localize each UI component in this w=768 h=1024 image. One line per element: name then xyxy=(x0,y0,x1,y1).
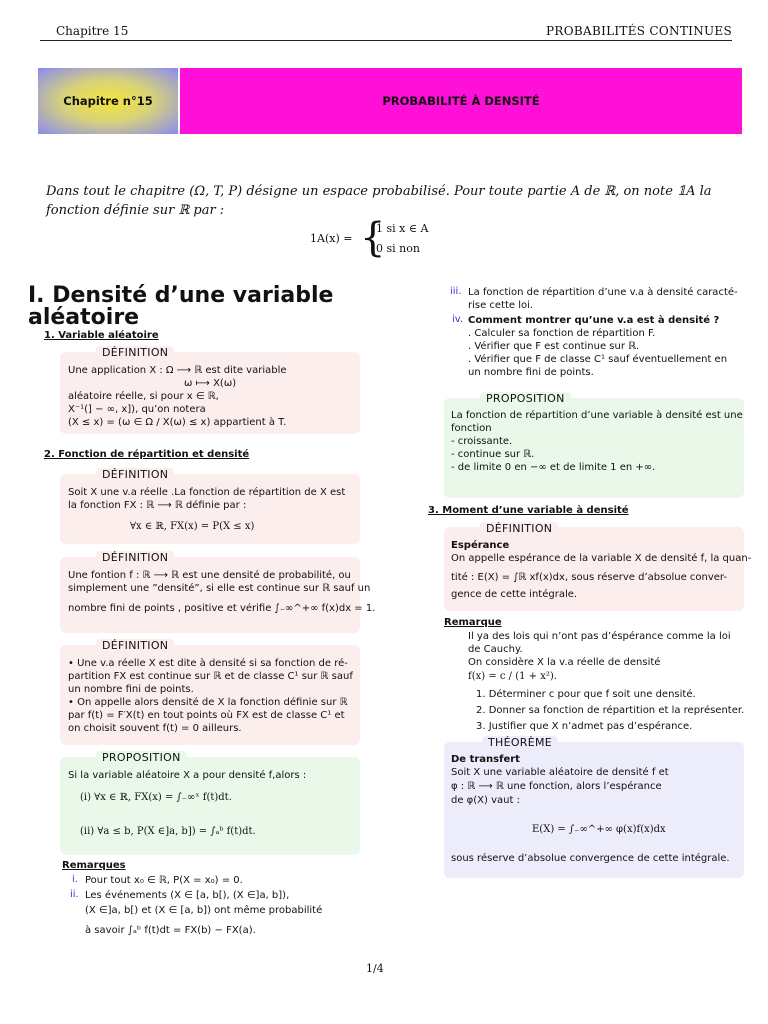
text-line: gence de cette intégrale. xyxy=(451,589,578,600)
formula-line: (i) ∀x ∈ ℝ, FX(x) = ∫₋∞ˣ f(t)dt. xyxy=(80,792,232,803)
text-line: à savoir ∫ₐᵇ f(t)dt = FX(b) − FX(a). xyxy=(85,925,256,936)
indicator-case-2: 0 si non xyxy=(376,242,420,255)
text-line: - continue sur ℝ. xyxy=(451,449,535,460)
header-rule xyxy=(40,40,732,41)
theorem-label: THÉORÈME xyxy=(482,736,558,749)
text-line: • Une v.a réelle X est dite à densité si sa fonction de ré- xyxy=(68,658,348,669)
text-line: Espérance xyxy=(451,540,510,551)
indicator-lhs: 1A(x) = xyxy=(310,232,353,245)
text-line: φ : ℝ ⟶ ℝ une fonction, alors l’espérance xyxy=(451,781,662,792)
intro-paragraph: Dans tout le chapitre (Ω, T, P) désigne un espace probabilisé. Pour toute partie A de ℝ, on note 𝟙A la fonction définie sur ℝ par : xyxy=(46,184,712,218)
subsection-2-heading: 2. Fonction de répartition et densité xyxy=(44,449,250,460)
roman-numeral: iii. xyxy=(450,286,462,297)
list-item: 3. Justifier que X n’admet pas d’espérance. xyxy=(476,721,693,732)
brace: { xyxy=(360,215,386,261)
text-line: Les événements (X ∈ [a, b[), (X ∈]a, b]), xyxy=(85,890,290,901)
text-line: aléatoire réelle, si pour x ∈ ℝ, xyxy=(68,391,219,402)
text-line: Une application X : Ω ⟶ ℝ est dite variable xyxy=(68,365,287,376)
proposition-label: PROPOSITION xyxy=(96,751,187,764)
text-line: de Cauchy. xyxy=(468,644,523,655)
text-line: on choisit souvent f(t) = 0 ailleurs. xyxy=(68,723,242,734)
text-line: sous réserve d’absolue convergence de cette intégrale. xyxy=(451,853,730,864)
text-line: Soit X une v.a réelle .La fonction de répartition de X est xyxy=(68,487,346,498)
text-line: (X ≤ x) = (ω ∈ Ω / X(ω) ≤ x) appartient à T. xyxy=(68,417,287,428)
list-item: 2. Donner sa fonction de répartition et la représenter. xyxy=(476,705,745,716)
text-line: La fonction de répartition d’une variable à densité est une xyxy=(451,410,743,421)
proposition-box-1 xyxy=(60,751,360,855)
definition-box-5 xyxy=(444,522,752,611)
formula-line: f(x) = c / (1 + x²). xyxy=(468,671,557,682)
text-line: Une fontion f : ℝ ⟶ ℝ est une densité de probabilité, ou xyxy=(68,570,351,581)
text-line: nombre fini de points , positive et vérifie ∫₋∞^+∞ f(x)dx = 1. xyxy=(68,603,376,614)
subsection-1-heading: 1. Variable aléatoire xyxy=(44,330,159,341)
text-line: par f(t) = F′X(t) en tout points où FX est de classe C¹ et xyxy=(68,710,345,721)
definition-label: DÉFINITION xyxy=(480,522,558,535)
roman-numeral: iv. xyxy=(452,314,464,325)
text-line: Soit X une variable aléatoire de densité f et xyxy=(451,767,669,778)
formula-line: E(X) = ∫₋∞^+∞ φ(x)f(x)dx xyxy=(532,824,666,835)
text-line: On considère X la v.a réelle de densité xyxy=(468,657,661,668)
text-line: (X ∈]a, b[) et (X ∈ [a, b]) ont même probabilité xyxy=(85,905,323,916)
chapter-number: Chapitre n°15 xyxy=(38,68,178,134)
text-line: • On appelle alors densité de X la fonction définie sur ℝ xyxy=(68,697,348,708)
definition-box-3 xyxy=(60,551,376,633)
text-line: Il ya des lois qui n’ont pas d’éspérance comme la loi xyxy=(468,631,731,642)
formula-line: (ii) ∀a ≤ b, P(X ∈]a, b]) = ∫ₐᵇ f(t)dt. xyxy=(80,826,256,837)
section-title: I. Densité d’une variable aléatoire xyxy=(28,283,334,330)
formula-line: ∀x ∈ ℝ, FX(x) = P(X ≤ x) xyxy=(130,521,255,532)
text-line: un nombre fini de points. xyxy=(468,367,594,378)
text-line: un nombre fini de points. xyxy=(68,684,194,695)
definition-label: DÉFINITION xyxy=(96,639,174,652)
definition-box-4 xyxy=(60,639,360,745)
definition-box-1 xyxy=(60,346,360,434)
roman-numeral: ii. xyxy=(70,889,79,900)
indicator-case-1: 1 si x ∈ A xyxy=(376,222,429,235)
text-line: - de limite 0 en −∞ et de limite 1 en +∞. xyxy=(451,462,656,473)
subsection-3-heading: 3. Moment d’une variable à densité xyxy=(428,505,629,516)
definition-label: DÉFINITION xyxy=(96,346,174,359)
text-line: Pour tout x₀ ∈ ℝ, P(X = x₀) = 0. xyxy=(85,875,243,886)
roman-numeral: i. xyxy=(72,874,78,885)
text-line: Si la variable aléatoire X a pour densité f,alors : xyxy=(68,770,307,781)
text-line: La fonction de répartition d’une v.a à densité caracté- xyxy=(468,287,738,298)
definition-label: DÉFINITION xyxy=(96,468,174,481)
theorem-box xyxy=(444,736,744,878)
text-line: partition FX est continue sur ℝ et de classe C¹ sur ℝ sauf xyxy=(68,671,353,682)
chapter-banner xyxy=(38,68,742,134)
text-line: fonction xyxy=(451,423,492,434)
text-line: - croissante. xyxy=(451,436,513,447)
text-line: . Vérifier que F est continue sur ℝ. xyxy=(468,341,640,352)
text-line: Comment montrer qu’une v.a est à densité ? xyxy=(468,315,720,326)
running-header-left: Chapitre 15 xyxy=(56,24,129,38)
text-line: . Calculer sa fonction de répartition F. xyxy=(468,328,656,339)
running-header-right: PROBABILITÉS CONTINUES xyxy=(546,24,732,38)
remarks-heading: Remarques xyxy=(62,860,126,871)
text-line: X⁻¹(] − ∞, x]), qu’on notera xyxy=(68,404,206,415)
text-line: rise cette loi. xyxy=(468,300,534,311)
text-line: tité : E(X) = ∫ℝ xf(x)dx, sous réserve d’absolue conver- xyxy=(451,572,728,583)
text-line: de φ(X) vaut : xyxy=(451,795,520,806)
proposition-box-2 xyxy=(444,392,744,498)
page-number: 1/4 xyxy=(366,962,384,975)
proposition-label: PROPOSITION xyxy=(480,392,571,405)
definition-box-2 xyxy=(60,468,360,544)
list-item: 1. Déterminer c pour que f soit une densité. xyxy=(476,689,696,700)
text-line: De transfert xyxy=(451,754,520,765)
text-line: la fonction FX : ℝ ⟶ ℝ définie par : xyxy=(68,500,247,511)
text-line: On appelle espérance de la variable X de densité f, la quan- xyxy=(451,553,752,564)
text-line: ω ⟼ X(ω) xyxy=(184,378,237,389)
chapter-title: PROBABILITÉ À DENSITÉ xyxy=(180,68,742,134)
text-line: . Vérifier que F de classe C¹ sauf éventuellement en xyxy=(468,354,728,365)
remark-heading: Remarque xyxy=(444,617,502,628)
text-line: simplement une ”densité”, si elle est continue sur ℝ sauf un xyxy=(68,583,371,594)
definition-label: DÉFINITION xyxy=(96,551,174,564)
